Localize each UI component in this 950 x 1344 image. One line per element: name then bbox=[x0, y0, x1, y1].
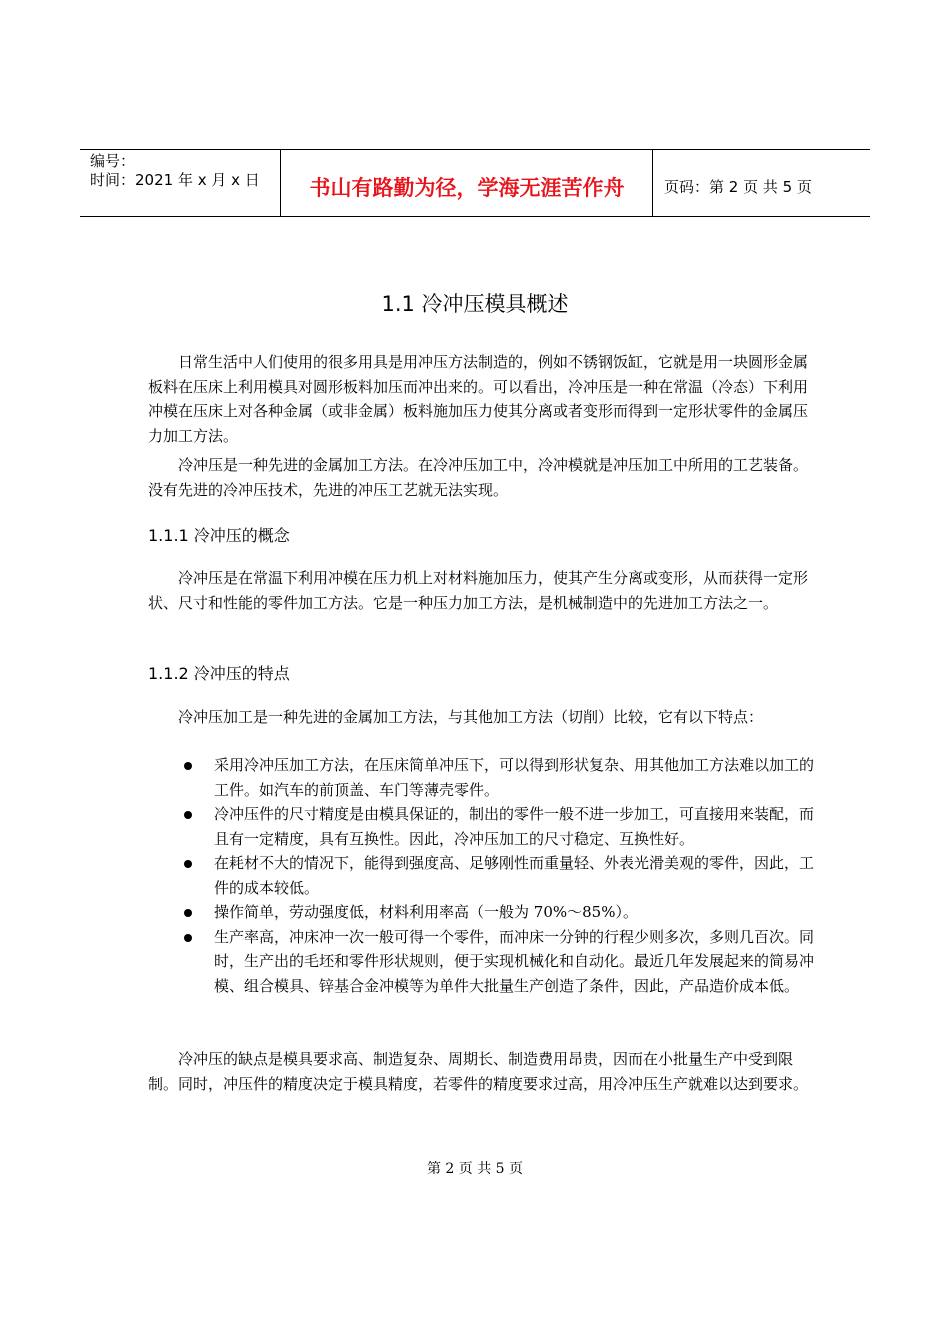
bullet-icon bbox=[184, 934, 192, 942]
section-heading: 1.1.1 冷冲压的概念 bbox=[148, 526, 290, 545]
header-divider bbox=[280, 150, 281, 216]
page-footer: 第 2 页 共 5 页 bbox=[426, 1161, 524, 1177]
time-label: 时间：2021 年 x 月 x 日 bbox=[90, 171, 260, 189]
bullet-icon bbox=[184, 762, 192, 770]
bullet-icon bbox=[184, 811, 192, 819]
list-item bbox=[148, 925, 818, 999]
list-item-text: 在耗材不大的情况下，能得到强度高、足够刚性而重量轻、外表光滑美观的零件，因此，工件的成本较低。 bbox=[214, 854, 815, 897]
number-label: 编号： bbox=[90, 152, 136, 170]
closing-paragraph: 冷冲压的缺点是模具要求高、制造复杂、周期长、制造费用昂贵，因而在小批量生产中受到限制。同时，冲压件的精度决定于模具精度，若零件的精度要求过高，用冷冲压生产就难以达到要求。 bbox=[148, 1050, 809, 1093]
header-page-label: 页码：第 2 页 共 5 页 bbox=[664, 178, 812, 196]
section-paragraph: 冷冲压是在常温下利用冲模在压力机上对材料施加压力，使其产生分离或变形，从而获得一定形状、尺寸和性能的零件加工方法。它是一种压力加工方法，是机械制造中的先进加工方法之一。 bbox=[148, 569, 809, 612]
feature-list bbox=[148, 753, 818, 998]
bullet-icon bbox=[184, 909, 192, 917]
header-divider bbox=[652, 150, 653, 216]
intro-paragraph: 冷冲压是一种先进的金属加工方法。在冷冲压加工中，冷冲模就是冲压加工中所用的工艺装备。没有先进的冷冲压技术，先进的冲压工艺就无法实现。 bbox=[148, 456, 809, 499]
bullet-icon bbox=[184, 860, 192, 868]
list-item-text: 操作简单，劳动强度低，材料利用率高（一般为 70%～85%）。 bbox=[214, 903, 638, 921]
list-item bbox=[148, 851, 818, 900]
section-heading: 1.1.2 冷冲压的特点 bbox=[148, 664, 290, 683]
list-item bbox=[148, 802, 818, 851]
list-item-text: 冷冲压件的尺寸精度是由模具保证的，制出的零件一般不进一步加工，可直接用来装配，而且有一定精度，具有互换性。因此，冷冲压加工的尺寸稳定、互换性好。 bbox=[214, 805, 815, 848]
list-item-text: 采用冷冲压加工方法，在压床简单冲压下，可以得到形状复杂、用其他加工方法难以加工的工件。如汽车的前顶盖、车门等薄壳零件。 bbox=[214, 756, 815, 799]
intro-paragraph: 日常生活中人们使用的很多用具是用冲压方法制造的，例如不锈钢饭缸，它就是用一块圆形金属板料在压床上利用模具对圆形板料加压而冲出来的。可以看出，冷冲压是一种在常温（冷态）下利用冲模在压床上对各种金属（或非金属）板料施加压力使其分离或者变形而得到一定形状零件的金属压力加工方法。 bbox=[148, 353, 809, 445]
page-header bbox=[80, 149, 870, 217]
section-paragraph: 冷冲压加工是一种先进的金属加工方法，与其他加工方法（切削）比较，它有以下特点： bbox=[178, 708, 764, 726]
list-item bbox=[148, 900, 818, 925]
header-motto: 书山有路勤为径，学海无涯苦作舟 bbox=[309, 176, 625, 200]
page-title: 1.1 冷冲压模具概述 bbox=[381, 292, 569, 316]
header-meta bbox=[90, 152, 260, 190]
list-item bbox=[148, 753, 818, 802]
list-item-text: 生产率高，冲床冲一次一般可得一个零件，而冲床一分钟的行程少则多次，多则几百次。同时，生产出的毛坯和零件形状规则，便于实现机械化和自动化。最近几年发展起来的简易冲模、组合模具、锌基合金冲模等为单件大批量生产创造了条件，因此，产品造价成本低。 bbox=[214, 927, 815, 995]
